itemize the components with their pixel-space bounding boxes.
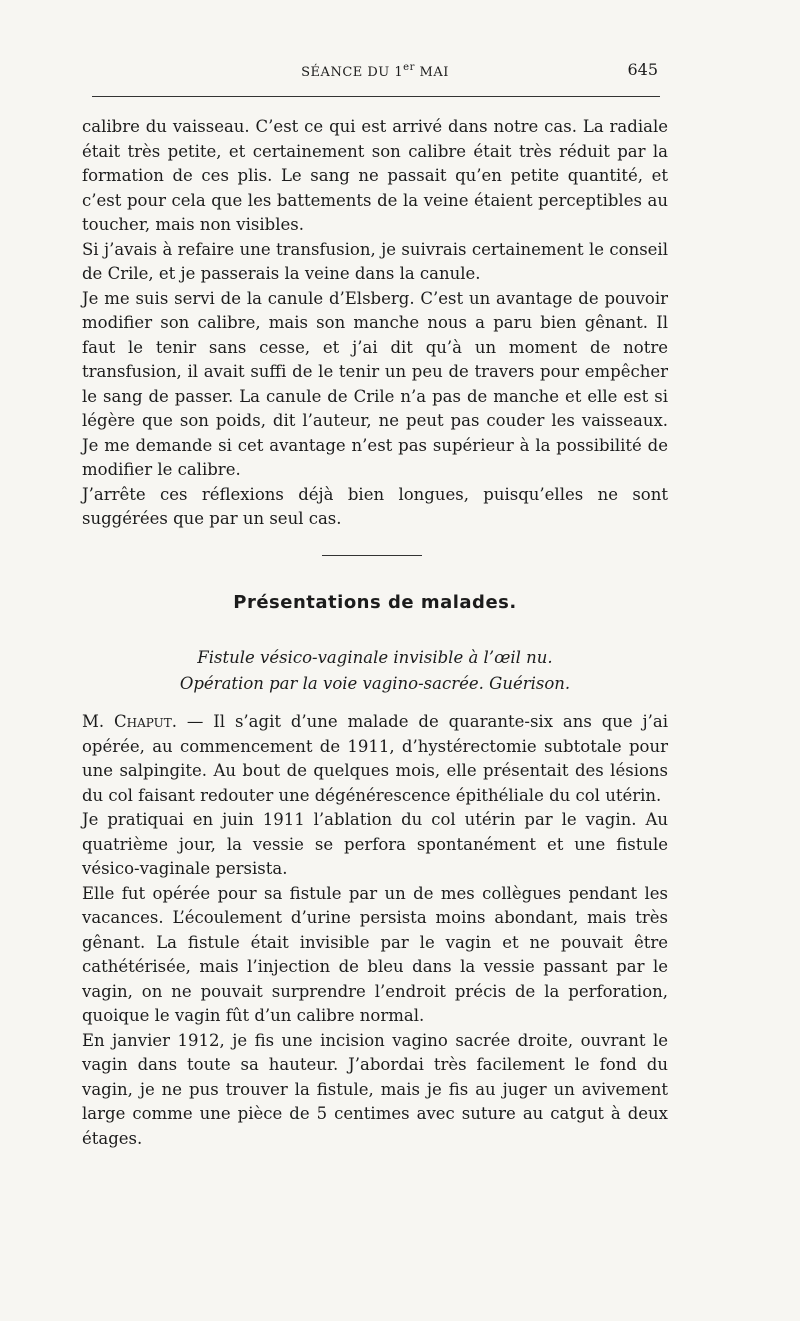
- header-rule: [92, 96, 660, 97]
- speaker-paragraph: [82, 710, 668, 808]
- section-subtitle-line2: Opération par la voie vagino-sacrée. Guérison.: [179, 674, 571, 693]
- running-title-month: MAI: [414, 65, 449, 80]
- paragraph: Je me suis servi de la canule d’Elsberg. C’est un avantage de pouvoir modifier son calibre, mais son manche nous a paru bien gênant. Il faut le tenir sans cesse, et j’ai dit qu’à un moment de notre transfusion, il avait suffi de le tenir un peu de travers pour empêcher le sang de passer. La canule de Crile n’a pas de manche et elle est si légère que son poids, dit l’auteur, ne peut pas couder les vaisseaux. Je me demande si cet avantage n’est pas supérieur à la possibilité de modifier le calibre.: [82, 288, 668, 479]
- running-title-text: SÉANCE DU 1: [301, 65, 404, 80]
- paragraph: Elle fut opérée pour sa fistule par un de mes collègues pendant les vacances. L’écoulement d’urine persista moins abondant, mais très gênant. La fistule était invisible par le vagin et ne pouvait être cathétérisée, mais l’injection de bleu dans la vessie passant par le vagin, on ne pouvait surprendre l’endroit précis de la perforation, quoique le vagin fût d’un calibre normal.: [82, 883, 668, 1025]
- body-text-bottom: [82, 710, 668, 1151]
- speaker-text: . — Il s’agit d’une malade de quarante-six ans que j’ai opérée, au commencement de 1911, d’hystérectomie subtotale pour une salpingite. Au bout de quelques mois, elle présentait des lésions du col faisant redouter une dégénérescence épithéliale du col utérin.: [82, 712, 669, 805]
- paragraph: Je pratiquai en juin 1911 l’ablation du col utérin par le vagin. Au quatrième jour, la vessie se perfora spontanément et une fistule vésico-vaginale persista.: [82, 810, 668, 878]
- section-separator: [322, 555, 422, 556]
- speaker-name: Chaput: [114, 712, 172, 731]
- running-title-sup: er: [403, 62, 415, 73]
- speaker-prefix: M.: [82, 712, 115, 731]
- section-title: Présentations de malades.: [233, 592, 517, 613]
- running-title: [82, 62, 668, 80]
- body-text-top: [82, 115, 668, 532]
- running-head: [82, 60, 668, 84]
- paragraph: J’arrête ces réflexions déjà bien longues, puisqu’elles ne sont suggérées que par un seul cas.: [82, 484, 668, 528]
- page-number: 645: [627, 60, 658, 79]
- paragraph: En janvier 1912, je fis une incision vagino sacrée droite, ouvrant le vagin dans toute sa hauteur. J’abordai très facilement le fond du vagin, je ne pus trouver la fistule, mais je fis au juger un avivement large comme une pièce de 5 centimes avec suture au catgut à deux étages.: [82, 1030, 668, 1148]
- section-subtitle-line1: Fistule vésico-vaginale invisible à l’œil nu.: [197, 648, 553, 667]
- paragraph-continued: calibre du vaisseau. C’est ce qui est arrivé dans notre cas. La radiale était très petite, et certainement son calibre était très réduit par la formation de ces plis. Le sang ne passait qu’en petite quantité, et c’est pour cela que les battements de la veine étaient perceptibles au toucher, mais non visibles.: [82, 117, 668, 234]
- paragraph: Si j’avais à refaire une transfusion, je suivrais certainement le conseil de Crile, et je passerais la veine dans la canule.: [82, 239, 668, 283]
